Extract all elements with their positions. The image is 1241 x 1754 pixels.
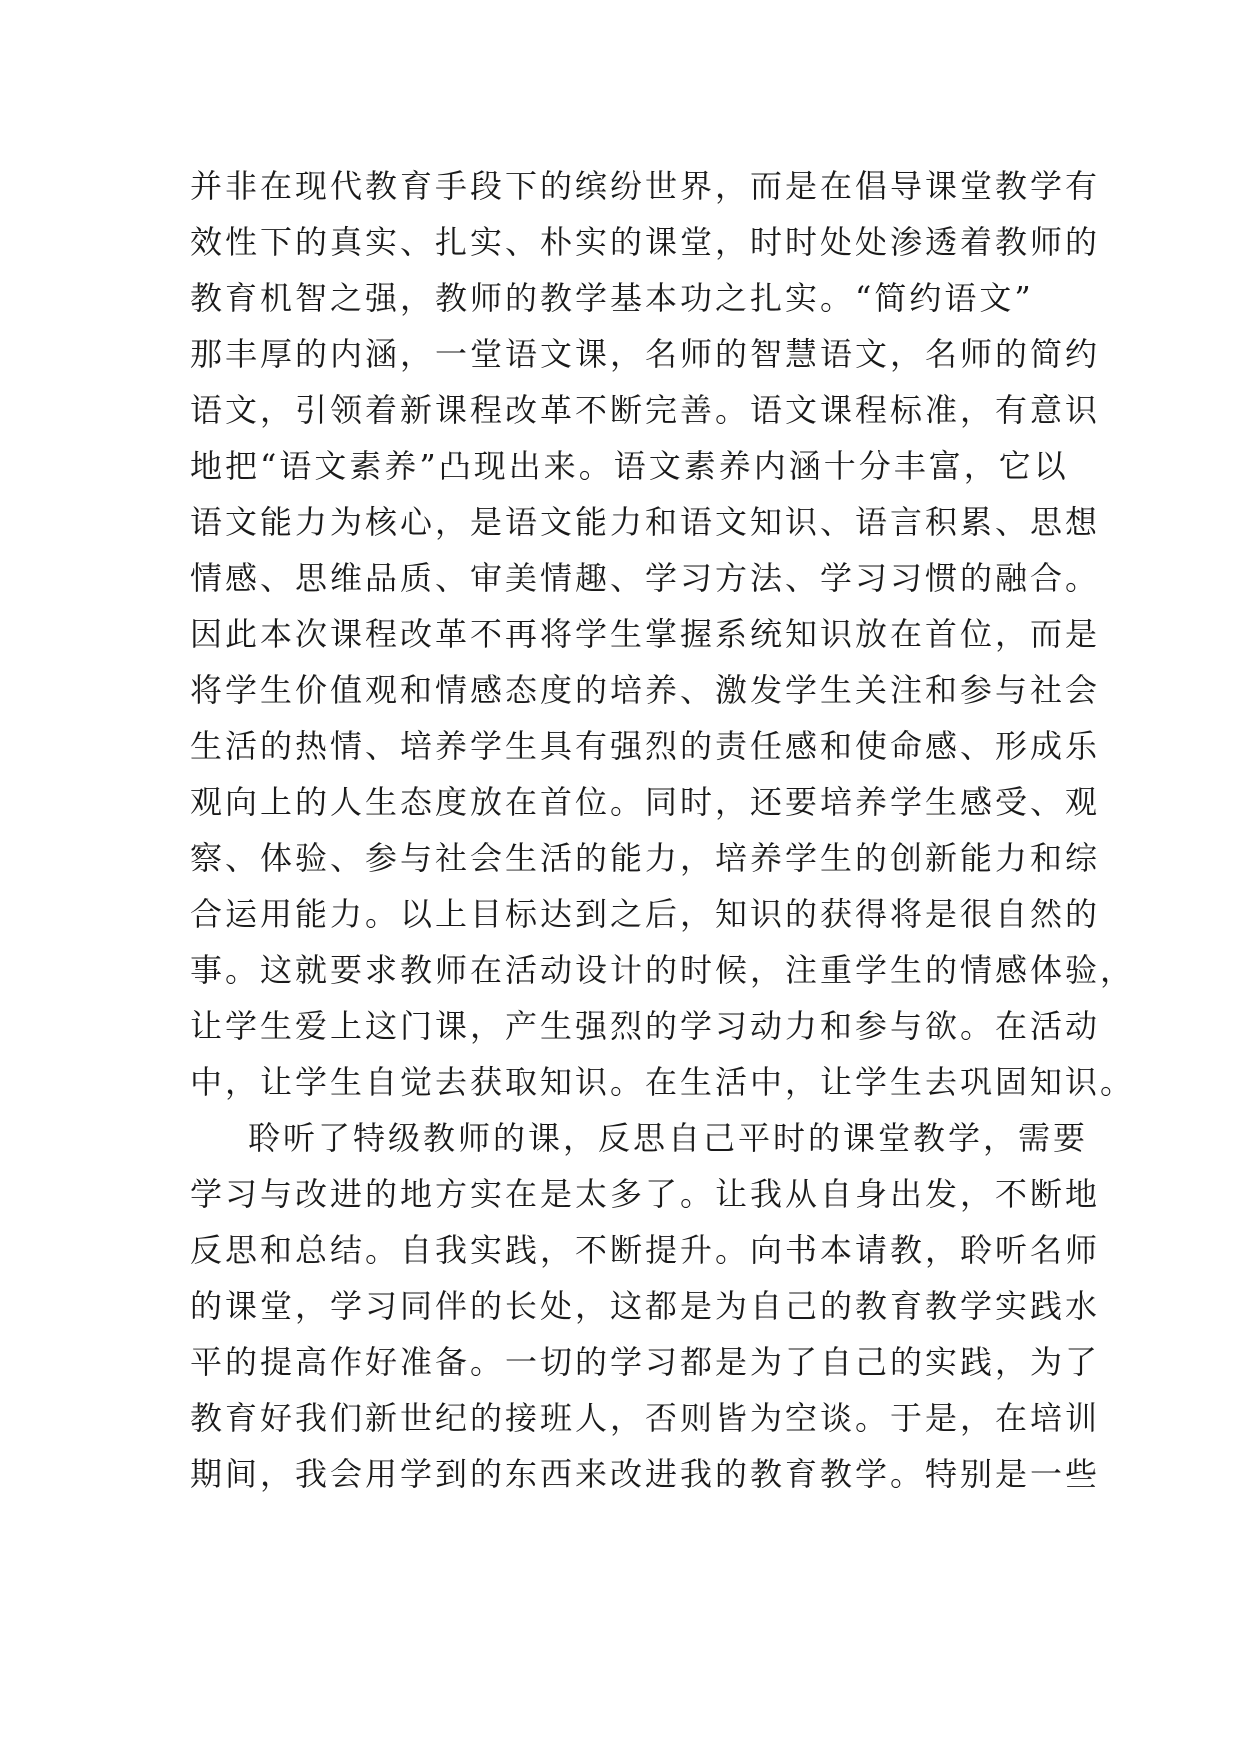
text-line: 事。这就要求教师在活动设计的时候，注重学生的情感体验，	[190, 951, 1136, 989]
text-line: 生活的热情、培养学生具有强烈的责任感和使命感、形成乐	[190, 727, 1101, 765]
text-line: 教育机智之强，教师的教学基本功之扎实。“简约语文”	[190, 279, 1034, 317]
text-line: 学习与改进的地方实在是太多了。让我从自身出发，不断地	[190, 1175, 1101, 1213]
text-line: 教育好我们新世纪的接班人，否则皆为空谈。于是，在培训	[190, 1399, 1101, 1437]
text-line: 平的提高作好准备。一切的学习都是为了自己的实践，为了	[190, 1343, 1101, 1381]
text-line: 语文，引领着新课程改革不断完善。语文课程标准，有意识	[190, 391, 1101, 429]
text-line: 因此本次课程改革不再将学生掌握系统知识放在首位，而是	[190, 615, 1101, 653]
text-line: 的课堂，学习同伴的长处，这都是为自己的教育教学实践水	[190, 1287, 1101, 1325]
text-line: 让学生爱上这门课，产生强烈的学习动力和参与欲。在活动	[190, 1007, 1101, 1045]
text-line: 期间，我会用学到的东西来改进我的教育教学。特别是一些	[190, 1455, 1101, 1493]
body-text	[190, 158, 1136, 1502]
text-line: 中，让学生自觉去获取知识。在生活中，让学生去巩固知识。	[190, 1063, 1136, 1101]
text-line: 语文能力为核心，是语文能力和语文知识、语言积累、思想	[190, 503, 1101, 541]
text-line: 合运用能力。以上目标达到之后，知识的获得将是很自然的	[190, 895, 1101, 933]
text-line: 情感、思维品质、审美情趣、学习方法、学习习惯的融合。	[190, 559, 1101, 597]
text-line: 地把“语文素养”凸现出来。语文素养内涵十分丰富，它以	[190, 447, 1069, 485]
text-line: 察、体验、参与社会生活的能力，培养学生的创新能力和综	[190, 839, 1101, 877]
text-line: 观向上的人生态度放在首位。同时，还要培养学生感受、观	[190, 783, 1101, 821]
text-line: 并非在现代教育手段下的缤纷世界，而是在倡导课堂教学有	[190, 167, 1101, 205]
paragraph-start-line: 聆听了特级教师的课，反思自己平时的课堂教学，需要	[248, 1119, 1089, 1157]
text-line: 那丰厚的内涵，一堂语文课，名师的智慧语文，名师的简约	[190, 335, 1101, 373]
text-line: 反思和总结。自我实践，不断提升。向书本请教，聆听名师	[190, 1231, 1101, 1269]
text-line: 效性下的真实、扎实、朴实的课堂，时时处处渗透着教师的	[190, 223, 1101, 261]
text-line: 将学生价值观和情感态度的培养、激发学生关注和参与社会	[190, 671, 1101, 709]
